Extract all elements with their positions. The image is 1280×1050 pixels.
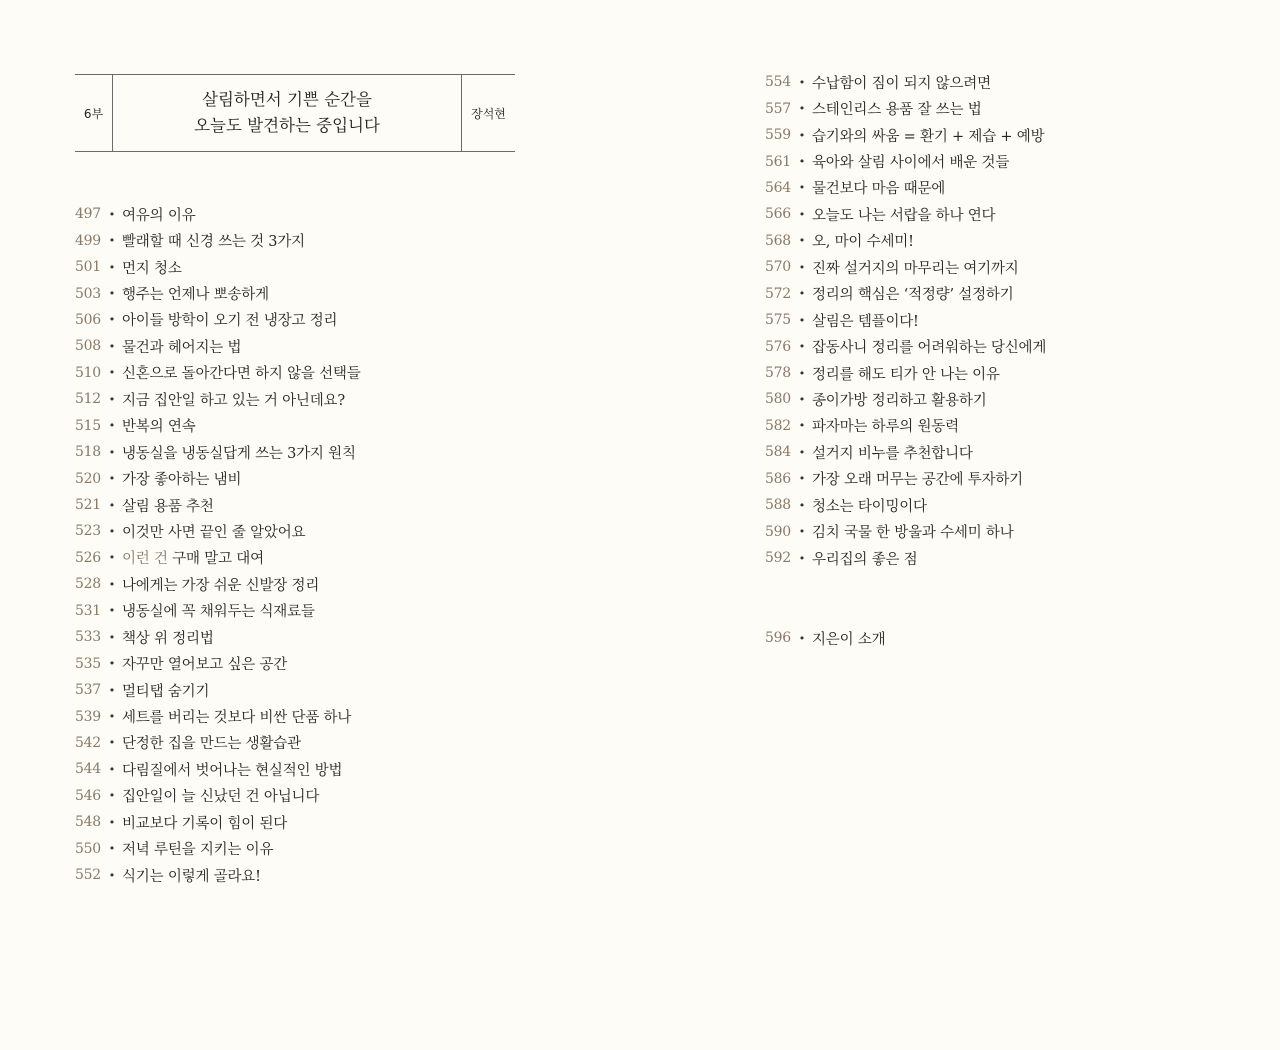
chapter-title-line-2: 오늘도 발견하는 중입니다: [194, 116, 380, 135]
toc-entry-title: 종이가방 정리하고 활용하기: [812, 392, 987, 409]
bullet-icon: •: [798, 75, 806, 89]
part-number: 6부: [75, 75, 113, 151]
toc-entry-title: 빨래할 때 신경 쓰는 것 3가지: [122, 234, 305, 251]
toc-entry[interactable]: [765, 413, 1046, 439]
toc-page-number: 575: [765, 312, 791, 329]
toc-page-number: 568: [765, 232, 791, 249]
toc-entry-title: 잡동사니 정리를 어려워하는 당신에게: [812, 340, 1047, 357]
toc-entry[interactable]: [765, 148, 1046, 174]
toc-page-number: 570: [765, 259, 791, 276]
toc-entry-title: 행주는 언제나 뽀송하게: [122, 287, 269, 304]
toc-entry[interactable]: [75, 333, 361, 359]
bullet-icon: •: [108, 577, 116, 591]
toc-page-number: 506: [75, 311, 101, 328]
toc-page-number: 528: [75, 576, 101, 593]
toc-entry-title: 아이들 방학이 오기 전 냉장고 정리: [122, 313, 338, 330]
bullet-icon: •: [108, 683, 116, 697]
toc-entry-title: 식기는 이렇게 골라요!: [122, 868, 261, 885]
bullet-icon: •: [108, 234, 116, 248]
toc-entry-title: 나에게는 가장 쉬운 신발장 정리: [122, 577, 320, 594]
toc-page-number: 586: [765, 470, 791, 487]
toc-page-number: 499: [75, 232, 101, 249]
toc-entry-title: 세트를 버리는 것보다 비싼 단품 하나: [122, 710, 352, 727]
bullet-icon: •: [108, 842, 116, 856]
toc-page-number: 521: [75, 497, 101, 514]
toc-entry-title: 지은이 소개: [812, 631, 886, 648]
bullet-icon: •: [108, 762, 116, 776]
toc-entry[interactable]: [75, 598, 361, 624]
bullet-icon: •: [108, 419, 116, 433]
toc-entry-title: 신혼으로 돌아간다면 하지 않을 선택들: [122, 366, 361, 383]
bullet-icon: •: [798, 340, 806, 354]
toc-page-number: 550: [75, 840, 101, 857]
toc-entry[interactable]: [765, 518, 1046, 544]
toc-entry[interactable]: [765, 175, 1046, 201]
bullet-icon: •: [108, 815, 116, 829]
toc-entry-title: 반복의 연속: [122, 419, 196, 436]
toc-entry-title: 스테인리스 용품 잘 쓰는 법: [812, 102, 982, 119]
toc-page-number: 557: [765, 100, 791, 117]
bullet-icon: •: [108, 445, 116, 459]
bullet-icon: •: [798, 287, 806, 301]
bullet-icon: •: [108, 551, 116, 565]
toc-entry-title: 책상 위 정리법: [122, 630, 214, 647]
toc-page-number: 590: [765, 523, 791, 540]
toc-page-number: 539: [75, 708, 101, 725]
toc-entry[interactable]: [75, 439, 361, 465]
bullet-icon: •: [798, 551, 806, 565]
toc-entry[interactable]: [765, 625, 885, 651]
toc-page-number: 580: [765, 391, 791, 408]
bullet-icon: •: [108, 657, 116, 671]
toc-page-number: 578: [765, 365, 791, 382]
bullet-icon: •: [108, 736, 116, 750]
toc-page-number: 576: [765, 338, 791, 355]
toc-entry-title: 집안일이 늘 신났던 건 아닙니다: [122, 789, 320, 806]
toc-entry-title: 물건보다 마음 때문에: [812, 181, 946, 198]
toc-page-number: 592: [765, 550, 791, 567]
toc-entry[interactable]: [75, 836, 361, 862]
bullet-icon: •: [798, 102, 806, 116]
toc-entry[interactable]: [765, 386, 1046, 412]
toc-entry-title: 단정한 집을 만드는 생활습관: [122, 736, 301, 753]
bullet-icon: •: [798, 631, 806, 645]
toc-page-number: 533: [75, 629, 101, 646]
toc-page-number: 546: [75, 787, 101, 804]
toc-page-number: 588: [765, 497, 791, 514]
bullet-icon: •: [798, 472, 806, 486]
toc-list-closing: [765, 625, 885, 651]
toc-entry-title: 먼지 청소: [122, 260, 182, 277]
toc-page-number: 501: [75, 259, 101, 276]
bullet-icon: •: [798, 234, 806, 248]
toc-entry-title: 우리집의 좋은 점: [812, 551, 918, 568]
toc-entry[interactable]: [765, 254, 1046, 280]
toc-entry-title: 다림질에서 벗어나는 현실적인 방법: [122, 762, 343, 779]
toc-page-number: 542: [75, 734, 101, 751]
toc-entry[interactable]: [75, 386, 361, 412]
bullet-icon: •: [798, 260, 806, 274]
toc-entry-title: 멀티탭 숨기기: [122, 683, 210, 700]
bullet-icon: •: [798, 128, 806, 142]
chapter-title: [113, 75, 462, 151]
toc-entry-title: [122, 547, 264, 568]
toc-entry-title: 육아와 살림 사이에서 배운 것들: [812, 155, 1010, 172]
bullet-icon: •: [108, 472, 116, 486]
toc-entry-title: 자꾸만 열어보고 싶은 공간: [122, 657, 288, 674]
toc-entry[interactable]: [75, 492, 361, 518]
bullet-icon: •: [108, 604, 116, 618]
toc-entry[interactable]: [75, 862, 361, 888]
toc-entry[interactable]: [765, 466, 1046, 492]
toc-entry-title: 살림 용품 추천: [122, 498, 214, 515]
toc-page-number: 523: [75, 523, 101, 540]
bullet-icon: •: [108, 789, 116, 803]
bullet-icon: •: [108, 392, 116, 406]
toc-entry[interactable]: [765, 307, 1046, 333]
toc-page-number: 584: [765, 444, 791, 461]
toc-entry[interactable]: [765, 333, 1046, 359]
chapter-header: [75, 74, 515, 152]
toc-entry[interactable]: [765, 201, 1046, 227]
toc-entry-title: 습기와의 싸움 = 환기 + 제습 + 예방: [812, 128, 1045, 145]
toc-entry-title-highlight: 이런 건: [122, 551, 168, 568]
toc-entry[interactable]: [75, 703, 361, 729]
toc-entry[interactable]: [765, 545, 1046, 571]
bullet-icon: •: [108, 868, 116, 882]
toc-entry[interactable]: [765, 95, 1046, 121]
toc-page-number: 512: [75, 391, 101, 408]
toc-entry-title: 가장 좋아하는 냄비: [122, 472, 242, 489]
toc-entry[interactable]: [75, 280, 361, 306]
toc-entry[interactable]: [765, 69, 1046, 95]
toc-entry-title: 비교보다 기록이 힘이 된다: [122, 815, 288, 832]
toc-entry-title: 파자마는 하루의 원동력: [812, 419, 959, 436]
toc-page-number: 497: [75, 206, 101, 223]
toc-entry[interactable]: [75, 809, 361, 835]
bullet-icon: •: [798, 207, 806, 221]
toc-page-number: 564: [765, 179, 791, 196]
toc-entry-title: 냉동실을 냉동실답게 쓰는 3가지 원칙: [122, 445, 356, 462]
toc-entry[interactable]: [765, 492, 1046, 518]
toc-entry[interactable]: [75, 307, 361, 333]
bullet-icon: •: [798, 419, 806, 433]
toc-entry-title: 김치 국물 한 방울과 수세미 하나: [812, 525, 1014, 542]
toc-entry[interactable]: [75, 360, 361, 386]
toc-page-number: 508: [75, 338, 101, 355]
toc-page-number: 554: [765, 74, 791, 91]
toc-entry[interactable]: [765, 281, 1046, 307]
toc-entry[interactable]: [765, 228, 1046, 254]
bullet-icon: •: [108, 366, 116, 380]
toc-entry-title: 정리의 핵심은 ‘적정량’ 설정하기: [812, 287, 1014, 304]
bullet-icon: •: [798, 366, 806, 380]
bullet-icon: •: [798, 155, 806, 169]
author-name: 장석현: [471, 106, 506, 121]
toc-page-number: 515: [75, 417, 101, 434]
bullet-icon: •: [108, 498, 116, 512]
toc-page-number: 572: [765, 285, 791, 302]
bullet-icon: •: [108, 630, 116, 644]
toc-entry[interactable]: [75, 624, 361, 650]
toc-list-right: [765, 69, 1046, 571]
toc-page-number: 552: [75, 867, 101, 884]
bullet-icon: •: [798, 445, 806, 459]
toc-entry[interactable]: [75, 571, 361, 597]
toc-entry[interactable]: [75, 201, 361, 227]
toc-page-number: 510: [75, 364, 101, 381]
toc-entry[interactable]: [765, 360, 1046, 386]
toc-entry-title: 살림은 템플이다!: [812, 313, 919, 330]
bullet-icon: •: [108, 313, 116, 327]
toc-entry-title-rest: 구매 말고 대여: [167, 551, 264, 568]
toc-page-number: 544: [75, 761, 101, 778]
toc-page-number: 526: [75, 549, 101, 566]
toc-page-number: 531: [75, 602, 101, 619]
toc-page-number: 518: [75, 444, 101, 461]
toc-entry[interactable]: [75, 756, 361, 782]
toc-entry-title: 정리를 해도 티가 안 나는 이유: [812, 366, 1000, 383]
bullet-icon: •: [798, 498, 806, 512]
toc-entry[interactable]: [765, 122, 1046, 148]
bullet-icon: •: [798, 525, 806, 539]
toc-entry-title: 수납함이 짐이 되지 않으려면: [812, 75, 991, 92]
bullet-icon: •: [108, 260, 116, 274]
toc-entry[interactable]: [75, 783, 361, 809]
toc-entry[interactable]: [765, 439, 1046, 465]
toc-entry-title: 가장 오래 머무는 공간에 투자하기: [812, 472, 1023, 489]
toc-entry-title: 이것만 사면 끝인 줄 알았어요: [122, 524, 306, 541]
toc-entry[interactable]: [75, 650, 361, 676]
toc-entry-title: 설거지 비누를 추천합니다: [812, 445, 973, 462]
bullet-icon: •: [798, 313, 806, 327]
toc-entry-title: 물건과 헤어지는 법: [122, 339, 242, 356]
chapter-title-line-1: 살림하면서 기쁜 순간을: [202, 90, 372, 109]
toc-page-number: 520: [75, 470, 101, 487]
toc-entry-title: 진짜 설거지의 마무리는 여기까지: [812, 260, 1019, 277]
toc-entry[interactable]: [75, 677, 361, 703]
toc-entry[interactable]: [75, 730, 361, 756]
toc-entry-title: 청소는 타이밍이다: [812, 498, 927, 515]
toc-entry-title: 지금 집안일 하고 있는 거 아닌데요?: [122, 392, 345, 409]
bullet-icon: •: [798, 181, 806, 195]
toc-page-number: 561: [765, 153, 791, 170]
toc-entry[interactable]: [75, 545, 361, 571]
toc-list-left: [75, 201, 361, 888]
toc-page-number: 596: [765, 630, 791, 647]
toc-entry-title: 냉동실에 꼭 채워두는 식재료들: [122, 604, 315, 621]
toc-page-number: 566: [765, 206, 791, 223]
toc-page-number: 559: [765, 127, 791, 144]
toc-page-number: 548: [75, 814, 101, 831]
toc-page-number: 582: [765, 417, 791, 434]
toc-page-number: 535: [75, 655, 101, 672]
toc-entry-title: 저녁 루틴을 지키는 이유: [122, 842, 274, 859]
bullet-icon: •: [108, 287, 116, 301]
toc-entry[interactable]: [75, 413, 361, 439]
bullet-icon: •: [798, 392, 806, 406]
bullet-icon: •: [108, 207, 116, 221]
bullet-icon: •: [108, 339, 116, 353]
toc-entry-title: 오늘도 나는 서랍을 하나 연다: [812, 207, 996, 224]
toc-entry[interactable]: [75, 227, 361, 253]
toc-entry-title: 오, 마이 수세미!: [812, 234, 914, 251]
toc-entry[interactable]: [75, 465, 361, 491]
bullet-icon: •: [108, 524, 116, 538]
bullet-icon: •: [108, 710, 116, 724]
toc-entry[interactable]: [75, 518, 361, 544]
toc-entry[interactable]: [75, 254, 361, 280]
toc-page-number: 503: [75, 285, 101, 302]
toc-entry-title: 여유의 이유: [122, 207, 196, 224]
toc-page-number: 537: [75, 682, 101, 699]
